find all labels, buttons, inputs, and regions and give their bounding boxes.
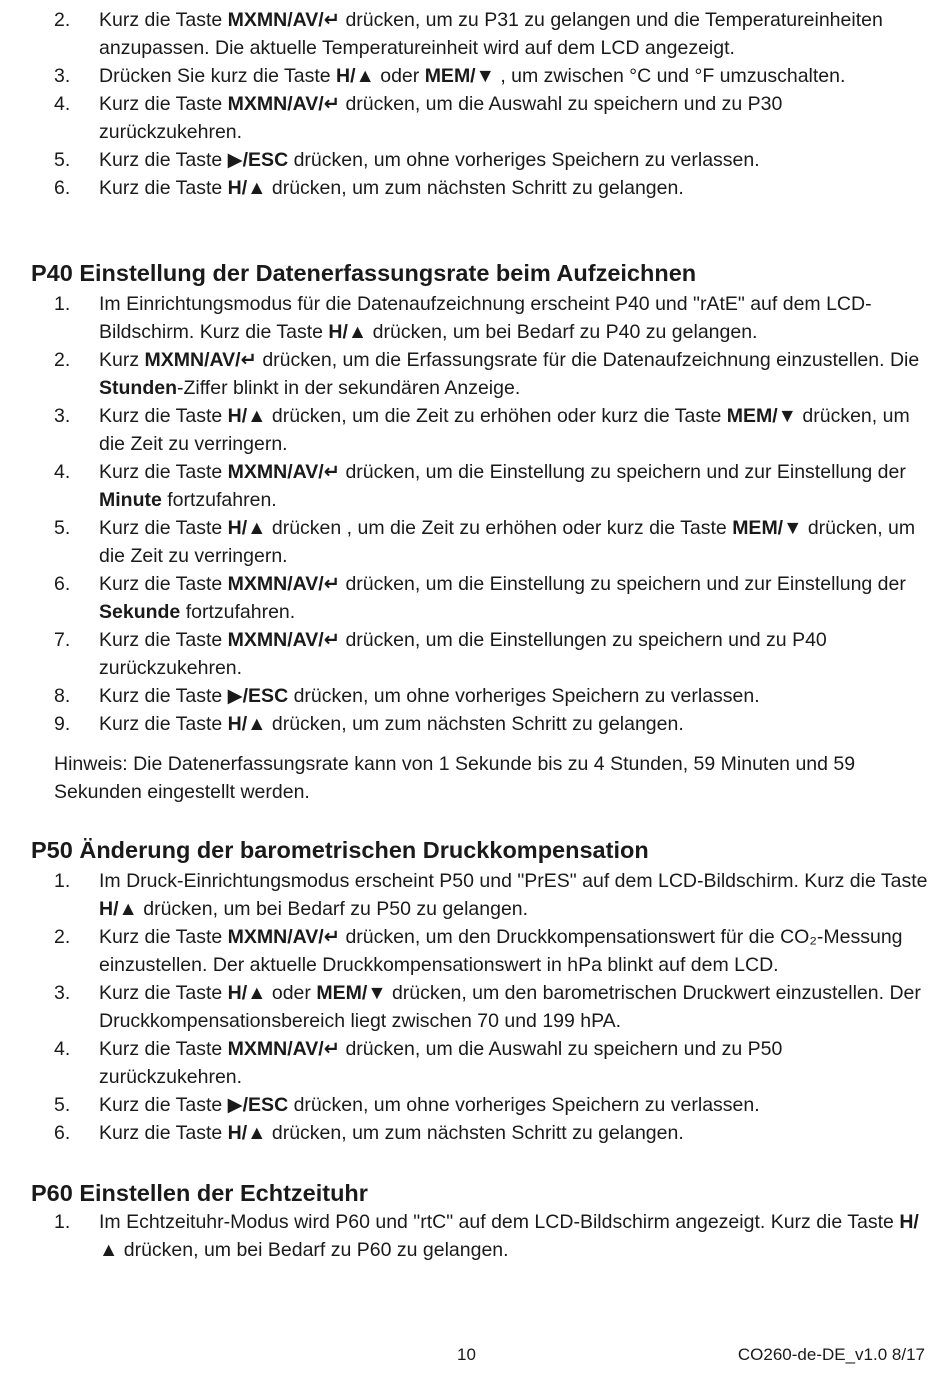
bold-text: H/▲ [99,898,138,920]
list-item-number: 2. [54,926,71,948]
list-item-number: 9. [54,713,71,735]
list-item [0,710,950,738]
text-segment: Kurz die Taste [99,685,228,707]
text-segment: Kurz die Taste [99,713,228,735]
list-item-number: 1. [54,870,71,892]
bold-text: MXMN/AV/↵ [227,1038,341,1060]
list-item [0,867,950,923]
numbered-list [0,867,950,1147]
list-item-number: 5. [54,149,71,171]
text-segment: drücken, um die Einstellung zu speichern und zur Einstellung der [340,461,906,483]
text-segment: fortzufahren. [180,601,296,623]
list-item-number: 3. [54,405,71,427]
text-segment: drücken, um die Zeit zu verringern. [99,405,910,455]
text-segment: drücken, um bei Bedarf zu P60 zu gelangen. [118,1239,509,1261]
text-segment: drücken, um zum nächsten Schritt zu gelangen. [266,177,684,199]
bold-text: MXMN/AV/↵ [227,629,341,651]
list-item [0,514,950,570]
list-item-number: 2. [54,349,71,371]
bold-text: MXMN/AV/↵ [227,93,341,115]
bold-text: MEM/▼ [732,517,803,539]
section-heading: P50 Änderung der barometrischen Druckkompensation [31,837,649,863]
list-item-number: 8. [54,685,71,707]
text-segment: Im Einrichtungsmodus für die Datenaufzeichnung erscheint P40 und "rAtE" auf dem LCD-Bildschirm. Kurz die Taste [99,293,872,343]
text-segment: Kurz die Taste [99,1094,228,1116]
text-segment: Kurz die Taste [99,149,228,171]
list-item-number: 6. [54,1122,71,1144]
list-item [0,290,950,346]
bold-text: MXMN/AV/↵ [227,573,341,595]
list-item [0,1035,950,1091]
text-segment: Kurz die Taste [99,405,228,427]
list-item [0,626,950,682]
text-segment: Kurz die Taste [99,926,228,948]
text-segment: drücken, um bei Bedarf zu P50 zu gelangen. [137,898,529,920]
text-segment: fortzufahren. [161,489,277,511]
note-text: Hinweis: Die Datenerfassungsrate kann von 1 Sekunde bis zu 4 Stunden, 59 Minuten und 59 Sekunden eingestellt werden. [54,753,856,803]
numbered-list [0,6,950,202]
page-number: 10 [457,1345,476,1364]
text-segment: drücken, um ohne vorheriges Speichern zu verlassen. [288,149,760,171]
bold-text: MEM/▼ [316,982,387,1004]
list-item-number: 1. [54,1211,71,1233]
list-item-number: 4. [54,461,71,483]
bold-text: H/▲ [227,405,267,427]
text-segment: drücken, um bei Bedarf zu P40 zu gelangen. [367,321,758,343]
document-id: CO260-de-DE_v1.0 8/17 [737,1345,925,1364]
text-segment: drücken, um die Auswahl zu speichern und zu P50 zurückzukehren. [99,1038,783,1088]
list-item [0,1119,950,1147]
list-item-number: 6. [54,573,71,595]
bold-text: H/▲ [328,321,368,343]
list-item [0,6,950,62]
list-item-number: 5. [54,517,71,539]
list-item-number: 3. [54,982,71,1004]
text-segment: Kurz die Taste [99,9,228,31]
section-heading: P40 Einstellung der Datenerfassungsrate beim Aufzeichnen [31,260,697,286]
text-segment: Kurz die Taste [99,1122,228,1144]
bold-text: MEM/▼ [424,65,495,87]
numbered-list [0,290,950,738]
text-segment: drücken, um die Auswahl zu speichern und zu P30 zurückzukehren. [99,93,783,143]
text-segment: , um zwischen °C und °F umzuschalten. [494,65,846,87]
list-item [0,90,950,146]
text-segment: Kurz die Taste [99,982,228,1004]
text-segment: Kurz die Taste [99,1038,228,1060]
bold-text: H/▲ [99,1211,919,1261]
bold-text: H/▲ [227,1122,267,1144]
list-item-number: 6. [54,177,71,199]
bold-text: H/▲ [227,177,267,199]
text-segment: drücken, um die Einstellung zu speichern und zur Einstellung der [340,573,906,595]
list-item [0,1091,950,1119]
list-item [0,402,950,458]
text-segment: drücken, um die Erfassungsrate für die Datenaufzeichnung einzustellen. Die [256,349,920,371]
bold-text: MEM/▼ [726,405,797,427]
bold-text: MXMN/AV/↵ [227,926,341,948]
text-segment: Kurz die Taste [99,177,228,199]
list-item-number: 3. [54,65,71,87]
list-item-number: 4. [54,1038,71,1060]
text-segment: Kurz die Taste [99,93,228,115]
list-item-number: 2. [54,9,71,31]
text-segment: drücken, um ohne vorheriges Speichern zu verlassen. [288,685,760,707]
bold-text: MXMN/AV/↵ [144,349,257,371]
list-item [0,174,950,202]
bold-text: MXMN/AV/↵ [227,461,341,483]
bold-text: H/▲ [227,982,267,1004]
list-item [0,146,950,174]
list-item [0,923,950,979]
bold-text: Minute [99,489,162,511]
list-item [0,682,950,710]
list-item-number: 7. [54,629,71,651]
bold-text: H/▲ [227,517,267,539]
list-item [0,570,950,626]
list-item-number: 1. [54,293,71,315]
text-segment: Im Echtzeituhr-Modus wird P60 und "rtC" auf dem LCD-Bildschirm angezeigt. Kurz die Taste [99,1211,900,1233]
bold-text: H/▲ [227,713,267,735]
bold-text: ▶/ESC [227,1094,289,1116]
list-item-number: 5. [54,1094,71,1116]
bold-text: MXMN/AV/↵ [227,9,341,31]
section-heading: P60 Einstellen der Echtzeituhr [31,1180,368,1206]
list-item [0,458,950,514]
bold-text: Sekunde [99,601,181,623]
list-item-number: 4. [54,93,71,115]
list-item [0,1208,950,1264]
text-segment: Kurz die Taste [99,461,228,483]
list-item [0,979,950,1035]
text-segment: oder [374,65,425,87]
text-segment: drücken, um ohne vorheriges Speichern zu verlassen. [288,1094,760,1116]
text-segment: drücken, um zu P31 zu gelangen und die Temperatureinheiten anzupassen. Die aktuelle Temperatureinheit wird auf dem LCD angezeigt. [99,9,883,59]
list-item [0,62,950,90]
text-segment: drücken, um zum nächsten Schritt zu gelangen. [266,1122,684,1144]
text-segment: Drücken Sie kurz die Taste [99,65,336,87]
text-segment: drücken, um zum nächsten Schritt zu gelangen. [266,713,684,735]
text-segment: Kurz die Taste [99,629,228,651]
bold-text: H/▲ [336,65,375,87]
text-segment: Kurz die Taste [99,517,228,539]
text-segment: oder [266,982,317,1004]
text-segment: drücken , um die Zeit zu erhöhen oder kurz die Taste [266,517,733,539]
bold-text: ▶/ESC [227,685,289,707]
text-segment: -Ziffer blinkt in der sekundären Anzeige. [177,377,521,399]
text-segment: drücken, um die Zeit zu verringern. [99,517,916,567]
text-segment: drücken, um den Druckkompensationswert für die CO₂-Messung einzustellen. Der aktuelle Druckkompensationswert in hPa blinkt auf dem LCD. [99,926,903,976]
text-segment: Kurz die Taste [99,573,228,595]
bold-text: ▶/ESC [227,149,289,171]
text-segment: Im Druck-Einrichtungsmodus erscheint P50 und "PrES" auf dem LCD-Bildschirm. Kurz die Taste [99,870,928,892]
text-segment: Kurz [99,349,145,371]
text-segment: drücken, um den barometrischen Druckwert einzustellen. Der Druckkompensationsbereich liegt zwischen 70 und 199 hPA. [99,982,921,1032]
list-item [0,346,950,402]
numbered-list [0,1208,950,1264]
bold-text: Stunden [99,377,177,399]
text-segment: drücken, um die Zeit zu erhöhen oder kurz die Taste [266,405,727,427]
text-segment: drücken, um die Einstellungen zu speichern und zu P40 zurückzukehren. [99,629,827,679]
